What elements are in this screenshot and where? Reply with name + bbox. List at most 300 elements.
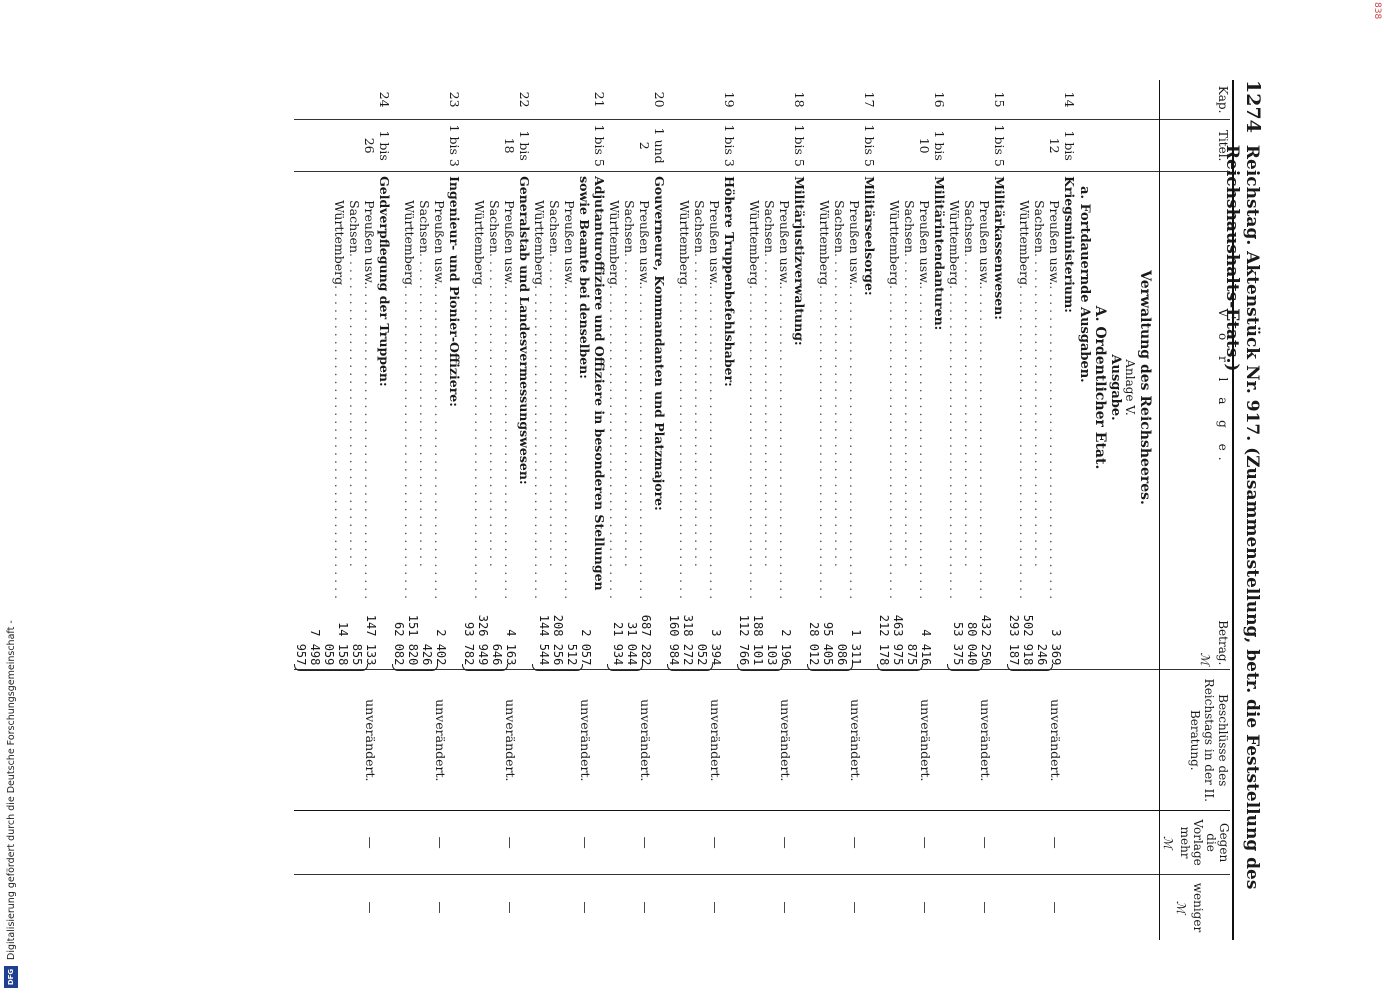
titel-range: 1 bis 10 xyxy=(877,120,947,172)
heading-spacer xyxy=(653,607,667,665)
kap-number: 17 xyxy=(807,80,877,120)
weniger-cell xyxy=(294,874,392,940)
leader-dots xyxy=(677,285,692,599)
status-text: unverändert. xyxy=(778,699,793,782)
weniger-value: — xyxy=(708,901,722,914)
item-amount: 160 984 xyxy=(667,614,681,666)
item-label: Württemberg xyxy=(607,200,622,286)
col-mehr: Gegen die Vorlage mehr ℳ xyxy=(1160,811,1231,875)
heading-spacer xyxy=(448,607,462,665)
item-line xyxy=(917,176,932,599)
item-line xyxy=(562,176,577,599)
item-label: Preußen usw. xyxy=(847,200,862,286)
heading-spacer xyxy=(593,674,607,806)
titel-range: 1 bis 5 xyxy=(737,120,807,172)
section-header-row xyxy=(1077,80,1160,940)
kap-number: 15 xyxy=(947,80,1007,120)
heading-spacer xyxy=(793,607,807,665)
beschluss-cell xyxy=(392,670,462,811)
weniger-value: — xyxy=(848,901,862,914)
betrag-cell xyxy=(807,603,877,670)
leader-dots xyxy=(762,253,777,599)
item-label: Preußen usw. xyxy=(432,200,447,286)
item-amount: 2 402 426 xyxy=(420,629,448,666)
row-heading: Militärkassenwesen: xyxy=(992,176,1007,320)
item-amount: 2 057 512 xyxy=(565,629,593,666)
beschluss-cell xyxy=(807,670,877,811)
kap-number: 19 xyxy=(667,80,737,120)
mehr-cell xyxy=(392,811,462,875)
item-amount: 502 918 xyxy=(1021,614,1035,666)
heading-spacer xyxy=(1063,607,1077,665)
heading-spacer xyxy=(378,879,392,936)
status-text: unverändert. xyxy=(578,699,593,782)
col-betrag: Betrag. ℳ xyxy=(1160,603,1231,670)
item-line xyxy=(622,176,637,599)
item-label: Sachsen xyxy=(962,200,977,253)
item-label: Preußen usw. xyxy=(562,200,577,286)
item-line xyxy=(532,176,547,599)
kap-number: 22 xyxy=(462,80,532,120)
leader-dots xyxy=(947,285,962,599)
heading-spacer xyxy=(863,674,877,806)
leader-dots xyxy=(332,285,347,599)
row-heading: Militärjustizverwaltung: xyxy=(792,176,807,346)
heading-spacer xyxy=(863,879,877,936)
weniger-cell xyxy=(392,874,462,940)
vorlage-cell xyxy=(737,172,807,603)
weniger-value: — xyxy=(978,901,992,914)
col-vorlage: V o r l a g e. xyxy=(1160,172,1231,603)
item-line xyxy=(487,176,502,599)
item-amount: 3 394 052 xyxy=(695,629,723,666)
item-label: Württemberg xyxy=(947,200,962,286)
row-heading: Militärseelsorge: xyxy=(862,176,877,296)
item-label: Sachsen xyxy=(902,200,917,253)
weniger-cell xyxy=(532,874,607,940)
betrag-cell xyxy=(667,603,737,670)
item-amount: 293 187 xyxy=(1007,614,1021,666)
beschluss-cell xyxy=(532,670,607,811)
item-line xyxy=(402,176,417,599)
vorlage-cell xyxy=(1007,172,1077,603)
leader-dots xyxy=(707,285,722,599)
status-text: unverändert. xyxy=(638,699,653,782)
heading-spacer xyxy=(863,815,877,870)
item-label: Preußen usw. xyxy=(637,200,652,286)
kap-number: 16 xyxy=(877,80,947,120)
leader-dots xyxy=(962,253,977,599)
heading-spacer xyxy=(518,815,532,870)
mehr-value: — xyxy=(848,836,862,849)
header-rule xyxy=(1232,80,1234,940)
item-label: Preußen usw. xyxy=(1047,200,1062,286)
weniger-value: — xyxy=(638,901,652,914)
col-titel: Titel. xyxy=(1160,120,1231,172)
kap-number: 18 xyxy=(737,80,807,120)
row-heading: Generalstab und Landesvermessungswesen: xyxy=(517,176,532,485)
heading-spacer xyxy=(518,879,532,936)
beschluss-cell xyxy=(294,670,392,811)
page-id: 838 xyxy=(1372,2,1382,20)
leader-dots xyxy=(472,285,487,599)
heading-spacer xyxy=(933,607,947,665)
weniger-cell xyxy=(1007,874,1077,940)
mehr-value: — xyxy=(363,836,377,849)
item-amount: 318 272 xyxy=(681,614,695,666)
item-amount: 208 256 xyxy=(551,614,565,666)
item-label: Sachsen xyxy=(832,200,847,253)
item-amount: 4 163 646 xyxy=(490,629,518,666)
vorlage-cell xyxy=(667,172,737,603)
row-heading: Adjutanturoffiziere und Offiziere in besonderen Stellungen sowie Beamte bei denselben: xyxy=(577,176,607,591)
heading-spacer xyxy=(793,815,807,870)
item-label: Sachsen xyxy=(622,200,637,253)
weniger-value: — xyxy=(503,901,517,914)
leader-dots xyxy=(777,285,792,599)
heading-spacer xyxy=(933,674,947,806)
section-sub: a. Fortdauernde Ausgaben. xyxy=(1077,186,1092,383)
col-weniger: weniger ℳ xyxy=(1160,874,1231,940)
item-line xyxy=(962,176,977,599)
heading-spacer xyxy=(378,674,392,806)
item-label: Württemberg xyxy=(332,200,347,286)
leader-dots xyxy=(817,285,832,599)
item-label: Württemberg xyxy=(887,200,902,286)
leader-dots xyxy=(917,285,932,599)
heading-spacer xyxy=(593,815,607,870)
heading-spacer xyxy=(518,674,532,806)
mehr-value: — xyxy=(578,836,592,849)
status-text: unverändert. xyxy=(918,699,933,782)
item-label: Württemberg xyxy=(472,200,487,286)
item-amount: 14 158 059 xyxy=(322,622,350,666)
mehr-cell xyxy=(877,811,947,875)
kap-number: 24 xyxy=(294,80,392,120)
leader-dots xyxy=(902,253,917,599)
table-row xyxy=(392,80,462,940)
budget-rows xyxy=(294,80,1077,940)
leader-dots xyxy=(1032,253,1047,599)
titel-range: 1 und 2 xyxy=(607,120,667,172)
mehr-value: — xyxy=(638,836,652,849)
weniger-value: — xyxy=(918,901,932,914)
titel-range: 1 bis 3 xyxy=(392,120,462,172)
item-line xyxy=(1017,176,1032,599)
item-line xyxy=(692,176,707,599)
beschluss-cell xyxy=(947,670,1007,811)
item-label: Württemberg xyxy=(532,200,547,286)
item-amount: 80 040 xyxy=(965,622,979,666)
titel-range: 1 bis 5 xyxy=(947,120,1007,172)
weniger-cell xyxy=(462,874,532,940)
betrag-cell xyxy=(737,603,807,670)
vorlage-cell xyxy=(807,172,877,603)
betrag-cell xyxy=(607,603,667,670)
heading-spacer xyxy=(593,607,607,665)
item-line xyxy=(902,176,917,599)
item-label: Preußen usw. xyxy=(977,200,992,286)
item-amount: 144 544 xyxy=(537,614,551,666)
betrag-cell xyxy=(462,603,532,670)
vorlage-cell xyxy=(392,172,462,603)
item-line xyxy=(547,176,562,599)
leader-dots xyxy=(502,285,517,599)
item-line xyxy=(817,176,832,599)
item-amount: 31 044 xyxy=(625,622,639,666)
heading-spacer xyxy=(653,674,667,806)
item-amount: 4 416 875 xyxy=(905,629,933,666)
item-amount: 188 101 xyxy=(751,614,765,666)
status-text: unverändert. xyxy=(363,699,378,782)
item-amount: 463 975 xyxy=(891,614,905,666)
heading-spacer xyxy=(993,674,1007,806)
titel-range: 1 bis 12 xyxy=(1007,120,1077,172)
row-heading: Gouverneure, Kommandanten und Platzmajore: xyxy=(652,176,667,511)
vorlage-cell xyxy=(532,172,607,603)
item-line xyxy=(947,176,962,599)
item-label: Württemberg xyxy=(817,200,832,286)
leader-dots xyxy=(832,253,847,599)
table-row xyxy=(947,80,1007,940)
table-header xyxy=(1160,80,1231,940)
item-label: Württemberg xyxy=(747,200,762,286)
status-text: unverändert. xyxy=(708,699,723,782)
leader-dots xyxy=(692,253,707,599)
betrag-cell xyxy=(877,603,947,670)
item-amount: 62 082 xyxy=(392,622,406,666)
item-amount: 1 311 086 xyxy=(835,629,863,666)
item-amount: 53 375 xyxy=(951,622,965,666)
betrag-cell xyxy=(392,603,462,670)
document-page xyxy=(30,70,1270,950)
weniger-cell xyxy=(667,874,737,940)
heading-spacer xyxy=(653,879,667,936)
leader-dots xyxy=(432,285,447,599)
item-label: Württemberg xyxy=(677,200,692,286)
heading-spacer xyxy=(448,815,462,870)
item-amount: 326 949 xyxy=(476,614,490,666)
leader-dots xyxy=(847,285,862,599)
item-line xyxy=(832,176,847,599)
mehr-cell xyxy=(737,811,807,875)
vorlage-cell xyxy=(947,172,1007,603)
item-label: Sachsen xyxy=(347,200,362,253)
vorlage-cell xyxy=(462,172,532,603)
item-line xyxy=(762,176,777,599)
item-line xyxy=(347,176,362,599)
col-kap: Kap. xyxy=(1160,80,1231,120)
heading-spacer xyxy=(378,607,392,665)
leader-dots xyxy=(637,285,652,599)
vorlage-cell xyxy=(294,172,392,603)
item-line xyxy=(777,176,792,599)
row-heading: Ingenieur- und Pionier-Offiziere: xyxy=(447,176,462,407)
leader-dots xyxy=(747,285,762,599)
leader-dots xyxy=(547,253,562,599)
item-label: Württemberg xyxy=(1017,200,1032,286)
item-amount: 7 498 957 xyxy=(294,629,322,666)
item-line xyxy=(677,176,692,599)
table-row xyxy=(607,80,667,940)
beschluss-cell xyxy=(462,670,532,811)
budget-table xyxy=(294,80,1230,940)
mehr-cell xyxy=(1007,811,1077,875)
titel-range: 1 bis 3 xyxy=(667,120,737,172)
item-amount: 432 250 xyxy=(979,614,993,666)
status-text: unverändert. xyxy=(848,699,863,782)
vorlage-cell xyxy=(607,172,667,603)
item-label: Preußen usw. xyxy=(502,200,517,286)
leader-dots xyxy=(607,285,622,599)
betrag-cell xyxy=(947,603,1007,670)
leader-dots xyxy=(1047,285,1062,599)
table-row xyxy=(877,80,947,940)
mehr-cell xyxy=(667,811,737,875)
status-text: unverändert. xyxy=(503,699,518,782)
betrag-cell xyxy=(294,603,392,670)
heading-spacer xyxy=(653,815,667,870)
table-row xyxy=(667,80,737,940)
heading-spacer xyxy=(933,815,947,870)
item-label: Sachsen xyxy=(487,200,502,253)
vorlage-cell xyxy=(877,172,947,603)
leader-dots xyxy=(487,253,502,599)
heading-spacer xyxy=(593,879,607,936)
item-amount: 151 820 xyxy=(406,614,420,666)
heading-spacer xyxy=(448,879,462,936)
weniger-cell xyxy=(877,874,947,940)
status-text: unverändert. xyxy=(1048,699,1063,782)
beschluss-cell xyxy=(737,670,807,811)
heading-spacer xyxy=(448,674,462,806)
item-line xyxy=(1047,176,1062,599)
weniger-value: — xyxy=(578,901,592,914)
mehr-cell xyxy=(532,811,607,875)
table-row xyxy=(807,80,877,940)
credit-text: Digitalisierung gefördert durch die Deutsche Forschungsgemeinschaft - xyxy=(5,620,17,960)
beschluss-cell xyxy=(1007,670,1077,811)
weniger-value: — xyxy=(433,901,447,914)
kap-number: 21 xyxy=(532,80,607,120)
betrag-cell xyxy=(1007,603,1077,670)
titel-range: 1 bis 18 xyxy=(462,120,532,172)
item-amount: 28 012 xyxy=(807,622,821,666)
item-amount: 93 782 xyxy=(462,622,476,666)
heading-spacer xyxy=(863,607,877,665)
row-heading: Kriegsministerium: xyxy=(1062,176,1077,313)
weniger-value: — xyxy=(363,901,377,914)
beschluss-cell xyxy=(667,670,737,811)
item-line xyxy=(847,176,862,599)
heading-spacer xyxy=(933,879,947,936)
weniger-cell xyxy=(807,874,877,940)
item-line xyxy=(977,176,992,599)
item-line xyxy=(432,176,447,599)
heading-spacer xyxy=(723,674,737,806)
titel-range: 1 bis 5 xyxy=(532,120,607,172)
heading-spacer xyxy=(518,607,532,665)
col-beschluss: Beschlüsse des Reichstags in der II. Beratung. xyxy=(1160,670,1231,811)
item-line xyxy=(472,176,487,599)
item-amount: 2 196 103 xyxy=(765,629,793,666)
item-line xyxy=(417,176,432,599)
item-label: Sachsen xyxy=(692,200,707,253)
leader-dots xyxy=(532,285,547,599)
item-amount: 687 282 xyxy=(639,614,653,666)
titel-range: 1 bis 5 xyxy=(807,120,877,172)
heading-spacer xyxy=(993,815,1007,870)
heading-spacer xyxy=(723,607,737,665)
item-line xyxy=(747,176,762,599)
table-row xyxy=(462,80,532,940)
mehr-value: — xyxy=(1048,836,1062,849)
item-label: Sachsen xyxy=(417,200,432,253)
heading-spacer xyxy=(1063,879,1077,936)
heading-spacer xyxy=(1063,815,1077,870)
beschluss-cell xyxy=(877,670,947,811)
table-row xyxy=(737,80,807,940)
item-line xyxy=(1032,176,1047,599)
mehr-cell xyxy=(607,811,667,875)
weniger-cell xyxy=(607,874,667,940)
weniger-cell xyxy=(737,874,807,940)
item-line xyxy=(637,176,652,599)
leader-dots xyxy=(887,285,902,599)
leader-dots xyxy=(622,253,637,599)
item-label: Preußen usw. xyxy=(777,200,792,286)
heading-spacer xyxy=(723,815,737,870)
heading-spacer xyxy=(378,815,392,870)
page-number: 1274 xyxy=(1242,80,1264,133)
titel-range: 1 bis 26 xyxy=(294,120,392,172)
leader-dots xyxy=(562,285,577,599)
status-text: unverändert. xyxy=(978,699,993,782)
kap-number: 23 xyxy=(392,80,462,120)
leader-dots xyxy=(977,285,992,599)
leader-dots xyxy=(362,285,377,599)
item-line xyxy=(362,176,377,599)
heading-spacer xyxy=(793,879,807,936)
item-line xyxy=(887,176,902,599)
item-amount: 95 405 xyxy=(821,622,835,666)
leader-dots xyxy=(402,285,417,599)
mehr-value: — xyxy=(918,836,932,849)
item-line xyxy=(707,176,722,599)
mehr-value: — xyxy=(433,836,447,849)
heading-spacer xyxy=(723,879,737,936)
betrag-cell xyxy=(532,603,607,670)
item-line xyxy=(502,176,517,599)
item-label: Preußen usw. xyxy=(362,200,377,286)
mehr-cell xyxy=(294,811,392,875)
weniger-cell xyxy=(947,874,1007,940)
row-heading: Militärintendanturen: xyxy=(932,176,947,331)
beschluss-cell xyxy=(607,670,667,811)
item-label: Preußen usw. xyxy=(707,200,722,286)
item-label: Sachsen xyxy=(762,200,777,253)
weniger-value: — xyxy=(778,901,792,914)
item-amount: 147 133 855 xyxy=(350,614,378,666)
table-row xyxy=(532,80,607,940)
item-label: Preußen usw. xyxy=(917,200,932,286)
table-row xyxy=(1007,80,1077,940)
leader-dots xyxy=(417,253,432,599)
item-label: Sachsen xyxy=(547,200,562,253)
weniger-value: — xyxy=(1048,901,1062,914)
item-line xyxy=(607,176,622,599)
item-amount: 3 369 246 xyxy=(1035,629,1063,666)
